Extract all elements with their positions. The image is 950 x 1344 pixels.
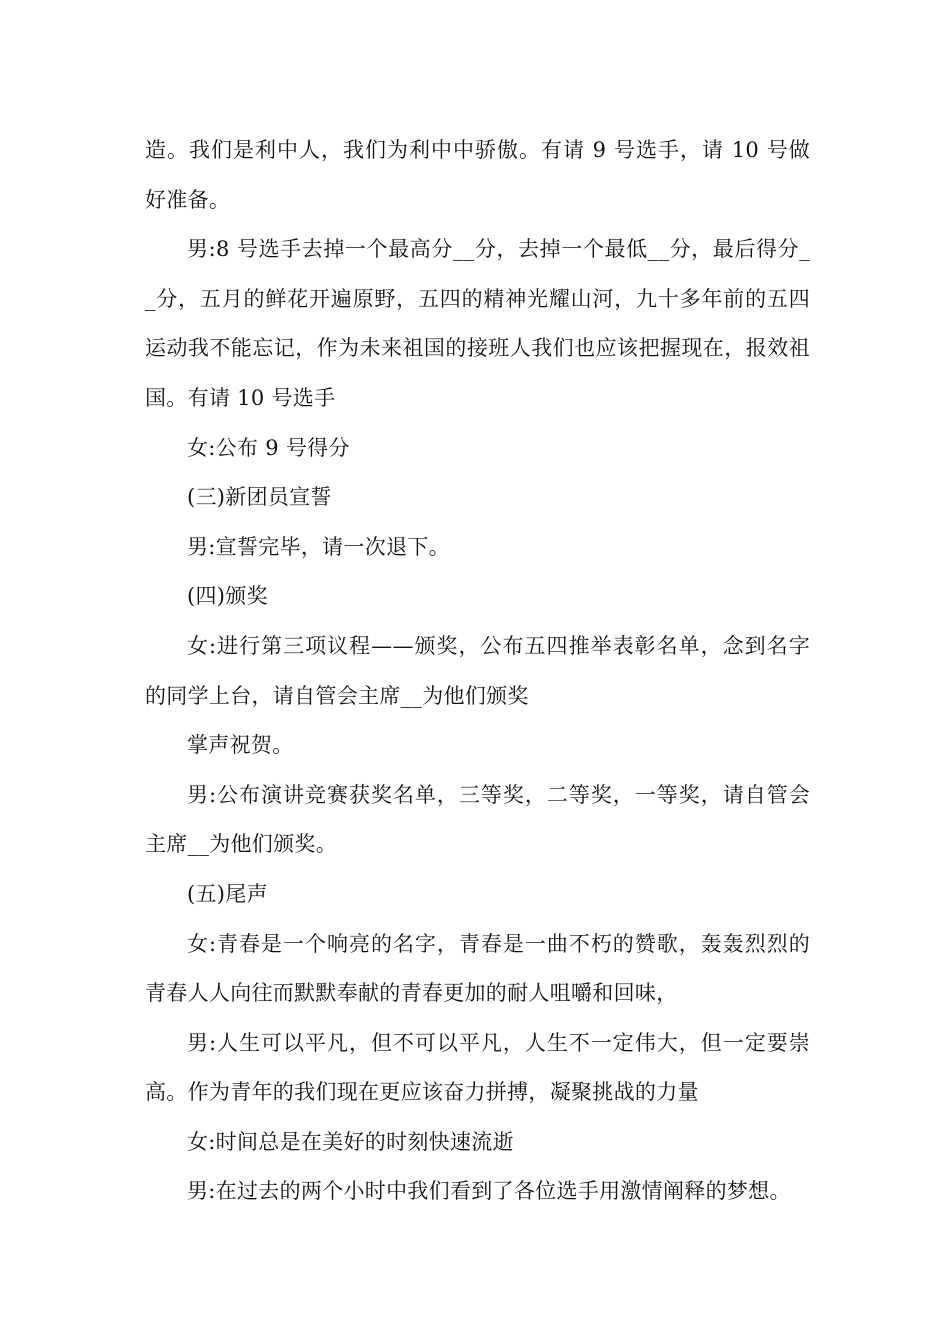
paragraph-oath-complete: 男:宣誓完毕，请一次退下。: [187, 534, 450, 559]
paragraph-youth-song: 女:青春是一个响亮的名字，青春是一曲不朽的赞歌，轰轰烈烈的青春人人向往而默默奉献的青春更加的耐人咀嚼和回味，: [145, 931, 810, 1006]
document-body: [145, 126, 810, 1217]
paragraph-male-score-8: 男:8 号选手去掉一个最高分__分，去掉一个最低__分，最后得分__分，五月的鲜花开遍原野，五四的精神光耀山河，九十多年前的五四运动我不能忘记，作为未来祖国的接班人我们也应该把握现在，报效祖国。有请 10 号选手: [145, 237, 810, 410]
section-heading-epilogue: (五)尾声: [187, 881, 268, 906]
section-heading-awards: (四)颁奖: [187, 584, 268, 609]
section-heading-oath: (三)新团员宣誓: [187, 485, 332, 510]
paragraph-two-hours: 男:在过去的两个小时中我们看到了各位选手用激情阐释的梦想。: [187, 1179, 791, 1204]
paragraph-continuation: 造。我们是利中人，我们为利中中骄傲。有请 9 号选手，请 10 号做好准备。: [145, 138, 810, 212]
paragraph-female-score-9: 女:公布 9 号得分: [187, 435, 350, 460]
paragraph-time-passes: 女:时间总是在美好的时刻快速流逝: [187, 1129, 514, 1154]
paragraph-speech-awards: 男:公布演讲竞赛获奖名单，三等奖，二等奖，一等奖，请自管会主席__为他们颁奖。: [145, 782, 810, 857]
paragraph-applause: 掌声祝贺。: [187, 733, 294, 758]
paragraph-life-ordinary: 男:人生可以平凡，但不可以平凡，人生不一定伟大，但一定要崇高。作为青年的我们现在更应该奋力拼搏，凝聚挑战的力量: [145, 1030, 810, 1105]
paragraph-awards-list: 女:进行第三项议程——颁奖，公布五四推举表彰名单，念到名字的同学上台，请自管会主席__为他们颁奖: [145, 633, 810, 708]
